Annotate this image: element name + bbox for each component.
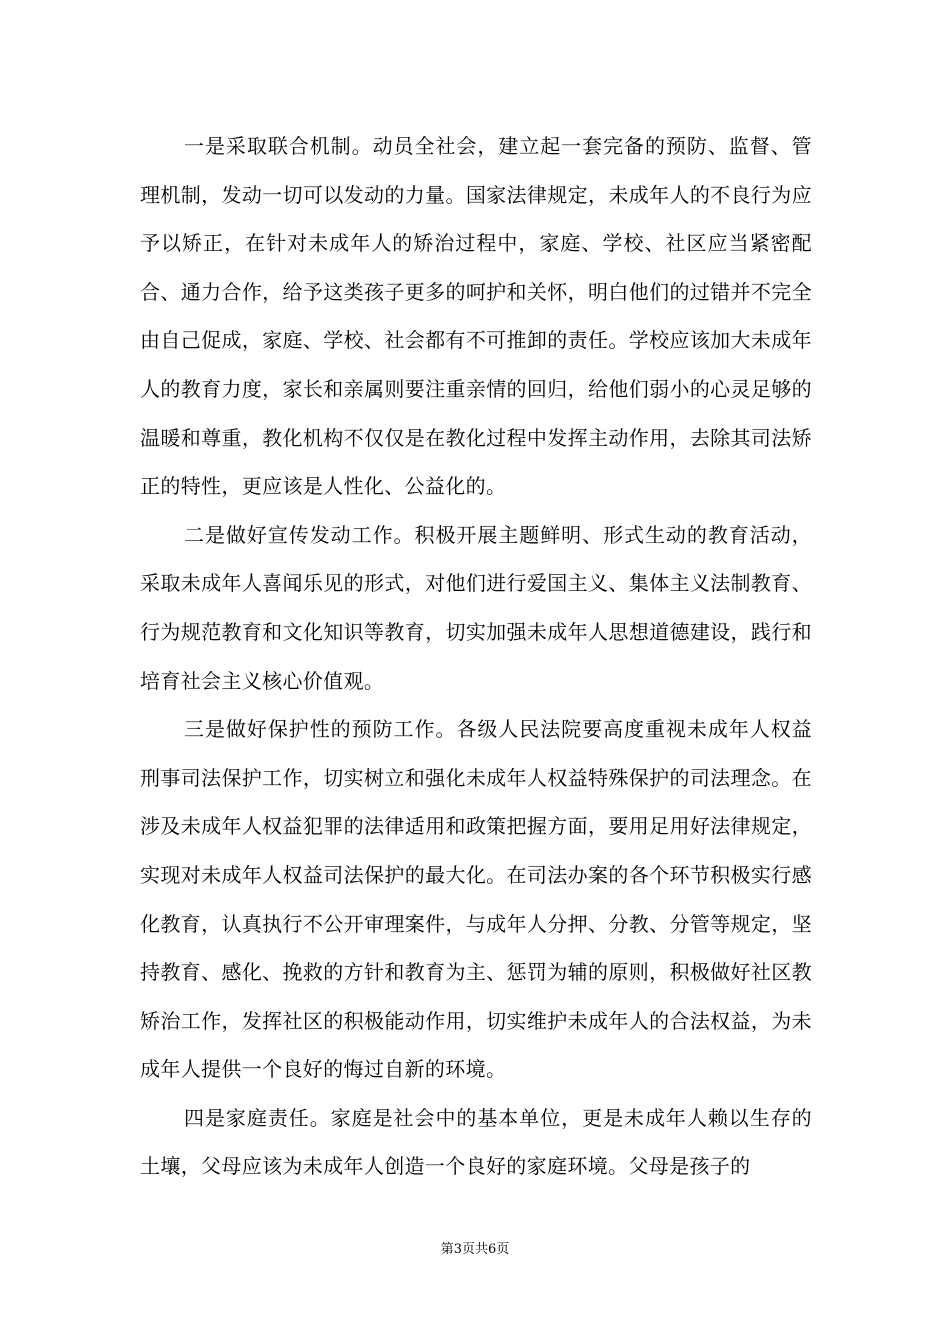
paragraph-family-responsibility: 四是家庭责任。家庭是社会中的基本单位，更是未成年人赖以生存的土壤，父母应该为未成年人创造一个良好的家庭环境。父母是孩子的 [140, 1105, 812, 1179]
paragraph-protective-prevention: 三是做好保护性的预防工作。各级人民法院要高度重视未成年人权益刑事司法保护工作，切实树立和强化未成年人权益特殊保护的司法理念。在涉及未成年人权益犯罪的法律适用和政策把握方面，要用足用好法律规定，实现对未成年人权益司法保护的最大化。在司法办案的各个环节积极实行感化教育，认真执行不公开审理案件，与成年人分押、分教、分管等规定，坚持教育、感化、挽救的方针和教育为主、惩罚为辅的原则，积极做好社区教矫治工作，发挥社区的积极能动作用，切实维护未成年人的合法权益，为未成年人提供一个良好的悔过自新的环境。 [140, 717, 812, 1082]
paragraph-joint-mechanism: 一是采取联合机制。动员全社会，建立起一套完备的预防、监督、管理机制，发动一切可以发动的力量。国家法律规定，未成年人的不良行为应予以矫正，在针对未成年人的矫治过程中，家庭、学校、社区应当紧密配合、通力合作，给予这类孩子更多的呵护和关怀，明白他们的过错并不完全由自己促成，家庭、学校、社会都有不可推卸的责任。学校应该加大未成年人的教育力度，家长和亲属则要注重亲情的回归，给他们弱小的心灵足够的温暖和尊重，教化机构不仅仅是在教化过程中发挥主动作用，去除其司法矫正的特性，更应该是人性化、公益化的。 [140, 134, 812, 499]
paragraph-publicity-work: 二是做好宣传发动工作。积极开展主题鲜明、形式生动的教育活动，采取未成年人喜闻乐见的形式，对他们进行爱国主义、集体主义法制教育、行为规范教育和文化知识等教育，切实加强未成年人思想道德建设，践行和培育社会主义核心价值观。 [140, 522, 812, 693]
document-body [140, 122, 812, 1191]
page-number-footer: 第3页共6页 [440, 1242, 510, 1257]
